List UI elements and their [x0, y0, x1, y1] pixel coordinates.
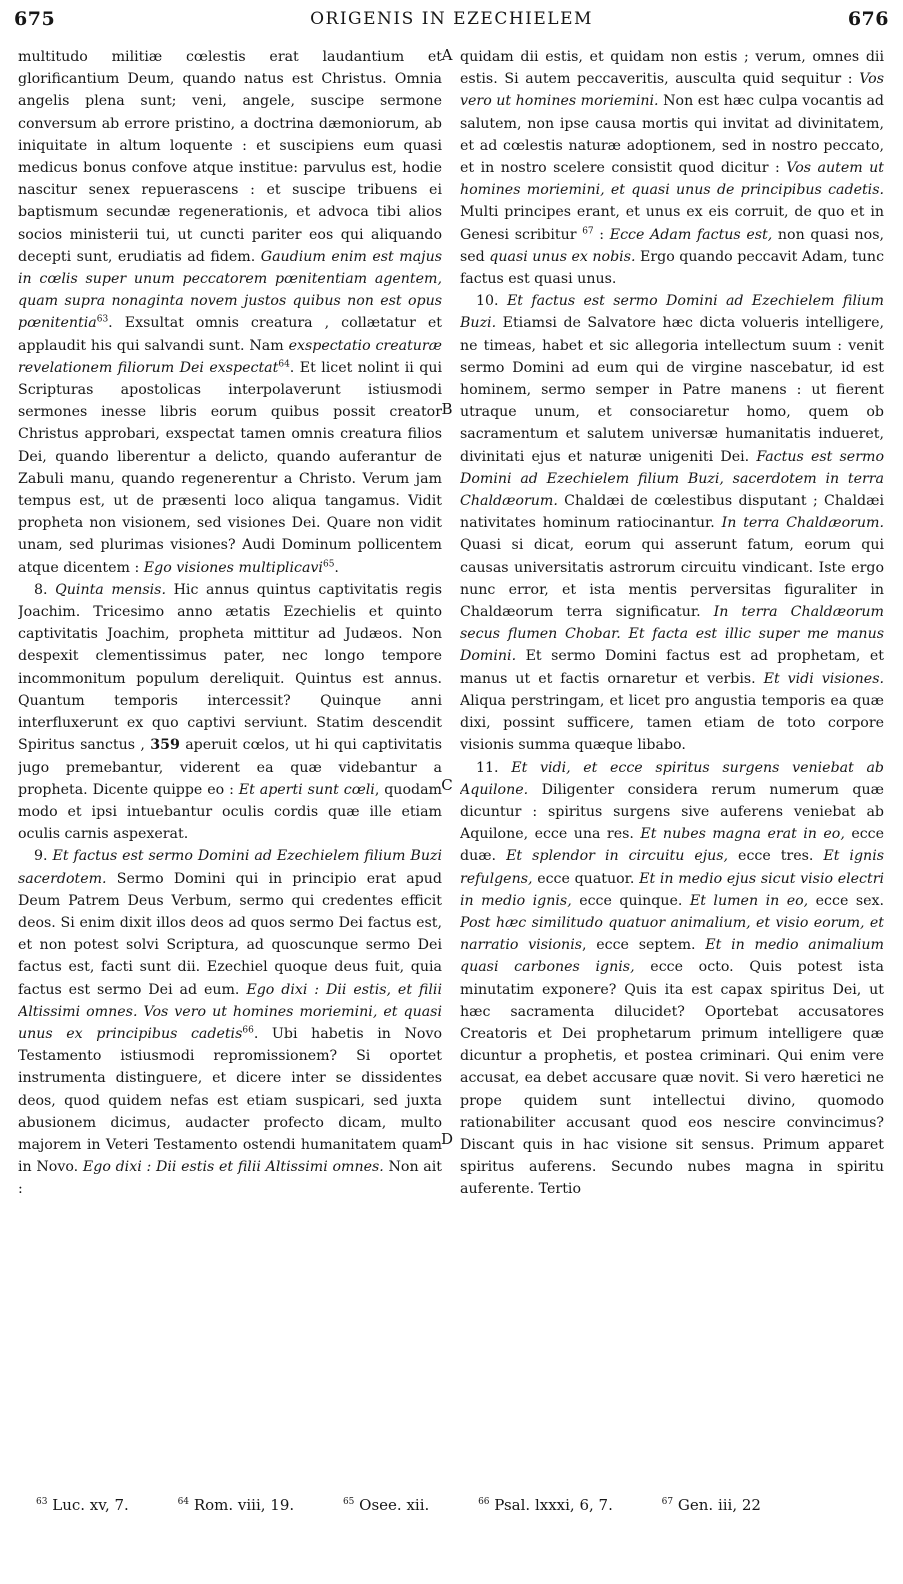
paragraph: quidam dii estis, et quidam non estis ; verum, omnes dii estis. Si autem peccaveritis, ausculta quid sequitur : Vos vero ut homines moriemini. Non est hæc culpa vocantis ad salutem, non ipse causa mortis qui invitat ad divinitatem, et ad cœlestis naturæ adoptionem, sed in nostro peccato, et in nostro scelere consistit quod dicitur : Vos autem ut homines moriemini, et quasi unus de principibus cadetis. Multi principes erant, et unus ex eis corruit, de quo et in Genesi scribitur $^{67}$ : Ecce Adam factus est, non quasi nos, sed quasi unus ex nobis. Ergo quando peccavit Adam, tunc factus est quasi unus. [460, 49, 884, 288]
margin-letter-d: D [440, 1130, 454, 1148]
footnotes [36, 1496, 876, 1514]
paragraph-9: 9. Et factus est sermo Domini ad Ezechielem filium Buzi sacerdotem. Sermo Domini qui in principio erat apud Deum Patrem Deus Verbum, sermo qui credentes efficit deos. Si enim dixit illos deos ad quos sermo Dei factus est, et non potest solvi Scriptura, ad quoscunque sermo Dei factus est, facti sunt dii. Ezechiel quoque deus fuit, quia factus est sermo Dei ad eum. Ego dixi : Dii estis, et filii Altissimi omnes. Vos vero ut homines moriemini, et quasi unus ex principibus cadetis$^{66}$. Ubi habetis in Novo Testamento istiusmodi repromissionem? Si oportet instrumenta distinguere, et dicere inter se dissidentes deos, quod quidem nefas est etiam suspicari, sed juxta abusionem dicimus, audacter profecto dicam, multo majorem in Veteri Testamento ostendi humanitatem quam in Novo. Ego dixi : Dii estis et filii Altissimi omnes. Non ait : [18, 848, 442, 1198]
margin-letter-a: A [441, 46, 453, 64]
running-header [0, 8, 903, 40]
paragraph-10: 10. Et factus est sermo Domini ad Ezechielem filium Buzi. Etiamsi de Salvatore hæc dicta volueris intelligere, ne timeas, habet et sic allegoria intellectum suum : venit sermo Domini ad eum qui de virgine nascebatur, id est hominem, sermo semper in Patre manens : ut fierent utraque unum, et consociaretur homo, quem ob sacramentum et salutem universæ humanitatis indueret, divinitati ejus et naturæ unigeniti Dei. Factus est sermo Domini ad Ezechielem filium Buzi, sacerdotem in terra Chaldæorum. Chaldæi de cœlestibus disputant ; Chaldæi nativitates hominum ratiocinantur. In terra Chaldæorum. Quasi si dicat, eorum qui asserunt fatum, eorum qui causas universitatis astrorum circuitu vindicant. Iste ergo nunc error, et ista mentis perversitas figuraliter in Chaldæorum terra significatur. In terra Chaldæorum secus flumen Chobar. Et facta est illic super me manus Domini. Et sermo Domini factus est ad prophetam, et manus ut et factis ornaretur et verbis. Et vidi visiones. Aliqua perstringam, et licet pro angustia temporis ea quæ dixi, possint sufficere, tamen etiam de toto corpore visionis summa quæque libabo. [460, 293, 884, 754]
page-marker: 359 [150, 737, 180, 754]
paragraph-11: 11. Et vidi, et ecce spiritus surgens veniebat ab Aquilone. Diligenter considera rerum numerum quæ dicuntur : spiritus surgens sive auferens veniebat ab Aquilone, ecce una res. Et nubes magna erat in eo, ecce duæ. Et splendor in circuitu ejus, ecce tres. Et ignis refulgens, ecce quatuor. Et in medio ejus sicut visio electri in medio ignis, ecce quinque. Et lumen in eo, ecce sex. Post hæc similitudo quatuor animalium, et visio eorum, et narratio visionis, ecce septem. Et in medio animalium quasi carbones ignis, ecce octo. Quis potest ista minutatim exponere? Quis ita est capax spiritus Dei, ut hæc sacramenta dilucidet? Oportebat accusatores Creatoris et Dei prophetarum primum intelligere quæ dicuntur a prophetis, et postea criminari. Qui enim vere accusat, ea debet accusare quæ novit. Si vero hæretici ne prope quidem sunt intellectui divino, quomodo rationabiliter accusant quod eos nescire convincimus? Discant quis in hac visione sit sensus. Primum apparet spiritus auferens. Secundo nubes magna in spiritu auferente. Tertio [460, 759, 884, 1198]
paragraph: multitudo militiæ cœlestis erat laudantium et glorificantium Deum, quando natus est Christus. Omnia angelis plena sunt; veni, angele, suscipe sermone conversum ab errore pristino, a doctrina dæmoniorum, ab iniquitate in altum loquente : et suscipiens eum quasi medicus bonus confove atque institue: parvulus est, hodie nascitur senex repuerascens : et suscipe tribuens ei baptismum secundæ regenerationis, et advoca tibi alios socios ministerii tui, ut cuncti pariter eos qui aliquando decepti sunt, erudiatis ad fidem. Gaudium enim est majus in cœlis super unum peccatorem pœnitentiam agentem, quam supra nonaginta novem justos quibus non est opus pœnitentia$^{63}$. Exsultat omnis creatura , collætatur et applaudit his qui salvandi sunt. Nam exspectatio creaturæ revelationem filiorum Dei exspectat$^{64}$. Et licet nolint ii qui Scripturas apostolicas interpolaverunt istiusmodi sermones inesse libris eorum quibus possit creator Christus approbari, exspectat tamen omnis creatura filios Dei, quando liberentur a delicto, quando auferantur de Zabuli manu, quando regenerentur a Christo. Verum jam tempus est, ut de præsenti loco aliqua tangamus. Vidit propheta non visionem, sed visiones Dei. Quare non vidit unam, sed plurimas visiones? Audi Dominum pollicentem atque dicentem : Ego visiones multiplicavi$^{65}$. [18, 49, 442, 576]
paragraph-8: 8. Quinta mensis. Hic annus quintus captivitatis regis Joachim. Tricesimo anno ætatis Ezechielis et quinto captivitatis Joachim, propheta mittitur ad Judæos. Non despexit clementissimus pater, nec longo tempore incommonitum populum dereliquit. Quintus est annus. Quantum temporis intercessit? Quinque anni interfluxerunt ex quo captivi serviunt. Statim descendit Spiritus sanctus , 359 aperuit cœlos, ut hi qui captivitatis jugo premebantur, viderent ea quæ videbantur a propheta. Dicente quippe eo : Et aperti sunt cœli, quodam modo et ipsi intuebantur oculis cordis quæ ille etiam oculis carnis aspexerat. [18, 581, 442, 843]
right-column [460, 46, 884, 1456]
margin-letter-c: C [441, 776, 453, 794]
footnote: $^{66}$ Psal. lxxxi, 6, 7. [478, 1496, 613, 1514]
footnote: $^{65}$ Osee. xii. [342, 1496, 430, 1514]
footnote: $^{64}$ Rom. viii, 19. [177, 1496, 295, 1514]
page-number-right: 676 [847, 8, 889, 30]
left-column [18, 46, 442, 1456]
page-number-left: 675 [14, 8, 56, 30]
footnote: $^{63}$ Luc. xv, 7. [36, 1496, 129, 1514]
running-title: ORIGENIS IN EZECHIELEM [310, 9, 593, 29]
footnote: $^{67}$ Gen. iii, 22 [661, 1496, 761, 1514]
margin-letter-b: B [441, 400, 453, 418]
